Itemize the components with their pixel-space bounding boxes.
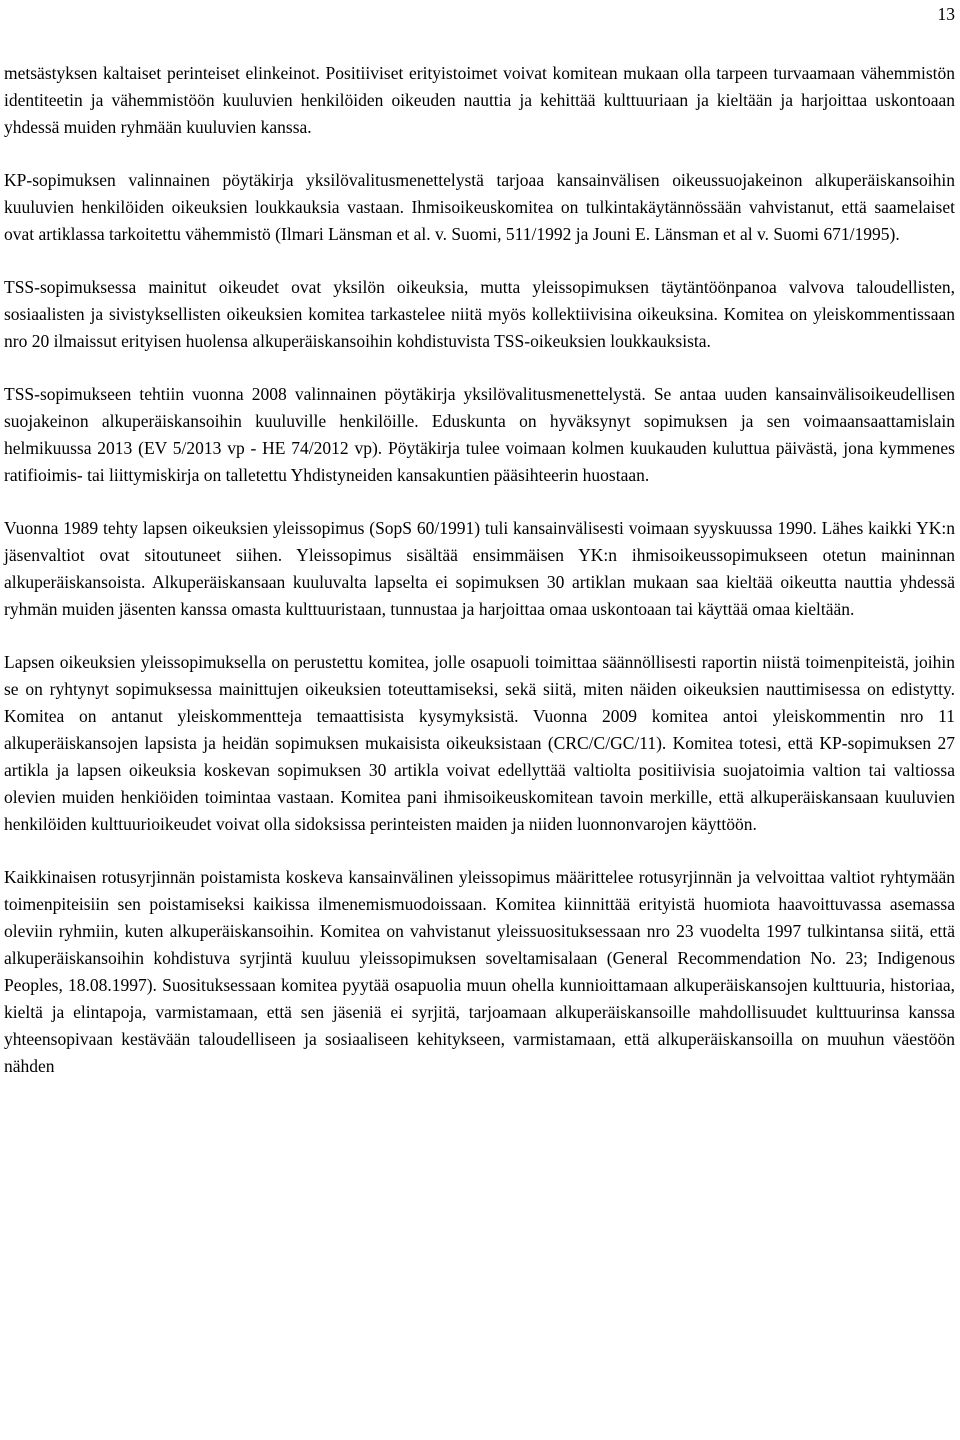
paragraph-7: Kaikkinaisen rotusyrjinnän poistamista koskeva kansainvälinen yleissopimus määrittelee rotusyrjinnän ja velvoittaa valtiot ryhtymään toimenpiteisiin sen poistamiseksi kaikissa ilmenemismuodoissaan. Komitea kiinnittää erityistä huomiota haavoittuvassa asemassa oleviin ryhmiin, kuten alkuperäiskansoihin. Komitea on vahvistanut yleissuosituksessaan nro 23 vuodelta 1997 tulkintansa siitä, että alkuperäiskansoihin kohdistuva syrjintä kuuluu yleissopimuksen soveltamisalaan (General Recommendation No. 23; Indigenous Peoples, 18.08.1997). Suosituksessaan komitea pyytää osapuolia muun ohella kunnioittamaan alkuperäiskansojen kulttuuria, historiaa, kieltä ja elintapoja, varmistamaan, että sen jäseniä ei syrjitä, tarjoamaan alkuperäiskansoille mahdollisuudet kulttuurinsa kanssa yhteensopivaan kestävään taloudelliseen ja sosiaaliseen kehitykseen, varmistamaan, että alkuperäiskansoilla on muuhun väestöön nähden (4, 867, 955, 1076)
paragraph-3: TSS-sopimuksessa mainitut oikeudet ovat yksilön oikeuksia, mutta yleissopimuksen täytäntöönpanoa valvova taloudellisten, sosiaalisten ja sivistyksellisten oikeuksien komitea tarkastelee niitä myös kollektiivisina oikeuksina. Komitea on yleiskommentissaan nro 20 ilmaissut erityisen huolensa alkuperäiskansoihin kohdistuvista TSS-oikeuksien loukkauksista. (4, 277, 955, 351)
paragraph-4: TSS-sopimukseen tehtiin vuonna 2008 valinnainen pöytäkirja yksilövalitusmenettelystä. Se antaa uuden kansainvälisoikeudellisen suojakeinon alkuperäiskansoihin kuuluville henkilöille. Eduskunta on hyväksynyt sopimuksen ja sen voimaansaattamislain helmikuussa 2013 (EV 5/2013 vp - HE 74/2012 vp). Pöytäkirja tulee voimaan kolmen kuukauden kuluttua päivästä, jona kymmenes ratifioimis- tai liittymiskirja on talletettu Yhdistyneiden kansakuntien pääsihteerin huostaan. (4, 384, 955, 485)
document-body (4, 60, 955, 1080)
paragraph-1: metsästyksen kaltaiset perinteiset elinkeinot. Positiiviset erityistoimet voivat komitean mukaan olla tarpeen turvaamaan vähemmistön identiteetin ja vähemmistöön kuuluvien henkilöiden oikeuden nauttia ja kehittää kulttuuriaan ja kieltään ja harjoittaa uskontoaan yhdessä muiden ryhmään kuuluvien kanssa. (4, 63, 955, 137)
page-number: 13 (937, 4, 955, 24)
paragraph-5: Vuonna 1989 tehty lapsen oikeuksien yleissopimus (SopS 60/1991) tuli kansainvälisesti voimaan syyskuussa 1990. Lähes kaikki YK:n jäsenvaltiot ovat sitoutuneet siihen. Yleissopimus sisältää ensimmäisen YK:n ihmisoikeussopimukseen otetun maininnan alkuperäiskansoista. Alkuperäiskansaan kuuluvalta lapselta ei sopimuksen 30 artiklan mukaan saa kieltää oikeutta nauttia yhdessä ryhmän muiden jäsenten kanssa omasta kulttuuristaan, tunnustaa ja harjoittaa omaa uskontoaan tai käyttää omaa kieltään. (4, 518, 955, 619)
paragraph-2: KP-sopimuksen valinnainen pöytäkirja yksilövalitusmenettelystä tarjoaa kansainvälisen oikeussuojakeinon alkuperäiskansoihin kuuluvien henkilöiden oikeuksien loukkauksia vastaan. Ihmisoikeuskomitea on tulkintakäytännössään vahvistanut, että saamelaiset ovat artiklassa tarkoitettu vähemmistö (Ilmari Länsman et al. v. Suomi, 511/1992 ja Jouni E. Länsman et al v. Suomi 671/1995). (4, 170, 955, 244)
paragraph-6: Lapsen oikeuksien yleissopimuksella on perustettu komitea, jolle osapuoli toimittaa säännöllisesti raportin niistä toimenpiteistä, joihin se on ryhtynyt sopimuksessa mainittujen oikeuksien toteuttamiseksi, sekä siitä, miten näiden oikeuksien nauttimisessa on edistytty. Komitea on antanut yleiskommentteja temaattisista kysymyksistä. Vuonna 2009 komitea antoi yleiskommentin nro 11 alkuperäiskansojen lapsista ja heidän sopimuksen mukaisista oikeuksistaan (CRC/C/GC/11). Komitea totesi, että KP-sopimuksen 27 artikla ja lapsen oikeuksia koskevan sopimuksen 30 artikla voivat edellyttää valtiolta positiivisia suojatoimia valtion tai valtiossa olevien muiden henkiöiden toimintaa vastaan. Komitea pani ihmisoikeuskomitean tavoin merkille, että alkuperäiskansaan kuuluvien henkilöiden kulttuurioikeudet voivat olla sidoksissa perinteisten maiden ja niiden luonnonvarojen käyttöön. (4, 652, 955, 834)
